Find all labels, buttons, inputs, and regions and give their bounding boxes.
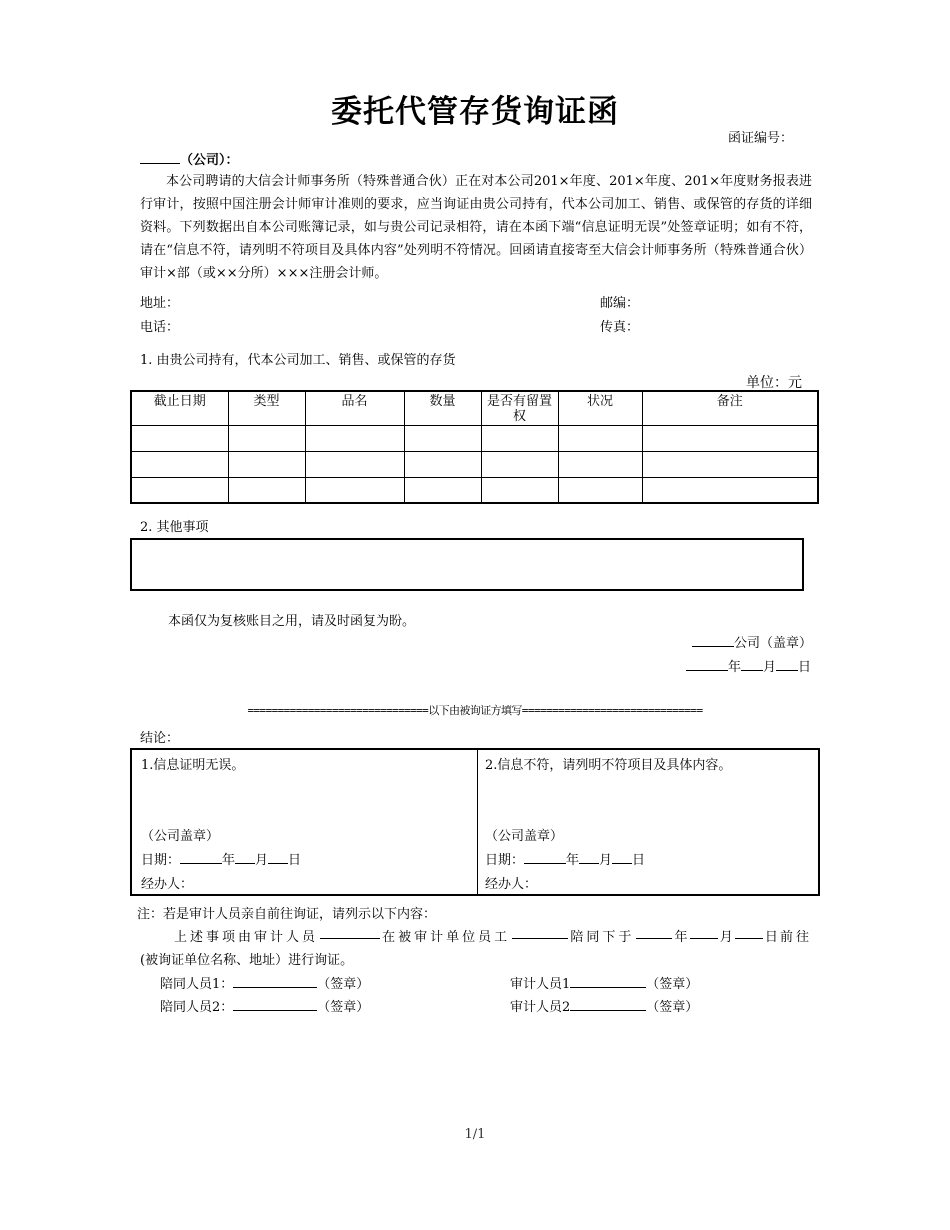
month-label: 月 xyxy=(763,660,777,675)
section1-heading: 1. 由贵公司持有，代本公司加工、销售、或保管的存货 xyxy=(140,353,456,368)
note-line2: (被询证单位名称、地址）进行询证。 xyxy=(140,953,354,968)
table-cell[interactable] xyxy=(228,477,305,503)
confirm-correct-title: 1.信息证明无误。 xyxy=(141,758,245,773)
visit-month-blank[interactable] xyxy=(690,926,718,939)
column-header: 数量 xyxy=(404,391,481,425)
day-blank[interactable] xyxy=(268,851,288,864)
table-cell[interactable] xyxy=(404,451,481,477)
respondent-divider: ==============================以下由被询证方填写============================== xyxy=(247,704,703,717)
month-label: 月 xyxy=(599,853,613,868)
companion1-label: 陪同人员1： xyxy=(160,977,234,992)
visit-day-blank[interactable] xyxy=(735,926,763,939)
table-cell[interactable] xyxy=(642,451,818,477)
letter-number-label: 函证编号： xyxy=(728,131,794,146)
left-seal-label: （公司盖章） xyxy=(141,829,220,844)
postcode-label: 邮编： xyxy=(600,296,640,311)
unit-label: 单位：元 xyxy=(746,375,802,391)
table-row xyxy=(131,451,818,477)
conclusion-box xyxy=(130,748,820,896)
right-handler-label: 经办人： xyxy=(485,877,538,892)
closing-text: 本函仅为复核账目之用，请及时函复为盼。 xyxy=(168,614,416,629)
month-blank[interactable] xyxy=(741,658,763,671)
column-header: 备注 xyxy=(642,391,818,425)
auditor2-line xyxy=(510,996,698,1015)
note-visit-line xyxy=(174,926,812,945)
day-label: 日 xyxy=(798,660,812,675)
addressee-suffix: （公司）： xyxy=(180,153,239,168)
day-label: 日 xyxy=(632,853,646,868)
table-cell[interactable] xyxy=(228,451,305,477)
sign-label: （签章） xyxy=(646,977,699,992)
note-part4: 前往 xyxy=(779,930,812,945)
phone-label: 电话： xyxy=(140,320,180,335)
table-row xyxy=(131,425,818,451)
year-label: 年 xyxy=(222,853,236,868)
sign-label: （签章） xyxy=(646,1000,699,1015)
column-header: 状况 xyxy=(558,391,642,425)
column-header: 类型 xyxy=(228,391,305,425)
left-date-line xyxy=(141,849,301,868)
auditor2-label: 审计人员2 xyxy=(510,1000,571,1015)
note-part2: 在被审计单位员工 xyxy=(382,930,511,945)
companion2-line xyxy=(160,996,369,1015)
sign-date-line xyxy=(686,656,811,675)
table-cell[interactable] xyxy=(131,425,228,451)
table-cell[interactable] xyxy=(228,425,305,451)
column-header: 品名 xyxy=(305,391,404,425)
table-cell[interactable] xyxy=(131,451,228,477)
note-part3: 陪同下于 xyxy=(570,930,635,945)
date-label: 日期： xyxy=(485,853,525,868)
intro-text: 本公司聘请的大信会计师事务所（特殊普通合伙）正在对本公司201×年度、201×年度、201×年度财务报表进行审计，按照中国注册会计师审计准则的要求，应当询证由贵公司持有，代本公司加工、销售、或保管的存货的详细资料。下列数据出自本公司账簿记录，如与贵公司记录相符，请在本函下端“信息证明无误”处签章证明；如有不符，请在“信息不符，请列明不符项目及具体内容”处列明不符情况。回函请直接寄至大信会计师事务所（特殊普通合伙）审计×部（或××分所）×××注册会计师。 xyxy=(140,174,812,281)
year-blank[interactable] xyxy=(686,658,728,671)
sign-company-label: 公司（盖章） xyxy=(734,636,813,651)
employee-name-blank[interactable] xyxy=(512,926,568,939)
year-label: 年 xyxy=(728,660,742,675)
month-label: 月 xyxy=(255,853,269,868)
year-label: 年 xyxy=(566,853,580,868)
column-header: 截止日期 xyxy=(131,391,228,425)
sign-label: （签章） xyxy=(317,977,370,992)
sign-label: （签章） xyxy=(317,1000,370,1015)
year-blank[interactable] xyxy=(524,851,566,864)
note-part1: 上述事项由审计人员 xyxy=(174,930,319,945)
inventory-table xyxy=(130,390,819,504)
note-intro: 注：若是审计人员亲自前往询证，请列示以下内容： xyxy=(137,907,437,922)
table-cell[interactable] xyxy=(404,477,481,503)
companion1-line xyxy=(160,973,369,992)
day-label: 日 xyxy=(764,930,778,945)
companion2-label: 陪同人员2： xyxy=(160,1000,234,1015)
table-cell[interactable] xyxy=(558,477,642,503)
table-row xyxy=(131,477,818,503)
table-cell[interactable] xyxy=(305,477,404,503)
document-title: 委托代管存货询证函 xyxy=(331,94,619,130)
left-handler-label: 经办人： xyxy=(141,877,194,892)
section2-heading: 2. 其他事项 xyxy=(140,520,209,535)
companion1-blank[interactable] xyxy=(233,975,317,988)
table-cell[interactable] xyxy=(642,425,818,451)
day-blank[interactable] xyxy=(776,658,798,671)
table-cell[interactable] xyxy=(305,451,404,477)
auditor-name-blank[interactable] xyxy=(320,926,380,939)
year-label: 年 xyxy=(674,930,688,945)
table-cell[interactable] xyxy=(481,425,558,451)
auditor2-blank[interactable] xyxy=(570,998,646,1011)
table-cell[interactable] xyxy=(642,477,818,503)
month-blank[interactable] xyxy=(235,851,255,864)
date-label: 日期： xyxy=(141,853,181,868)
table-cell[interactable] xyxy=(481,477,558,503)
other-matters-box[interactable] xyxy=(130,538,804,591)
month-label: 月 xyxy=(719,930,733,945)
company-name-blank[interactable] xyxy=(692,634,734,647)
table-cell[interactable] xyxy=(305,425,404,451)
auditor1-blank[interactable] xyxy=(570,975,646,988)
page-number: 1/1 xyxy=(464,1127,486,1142)
table-cell[interactable] xyxy=(481,451,558,477)
intro-paragraph xyxy=(140,170,812,285)
table-cell[interactable] xyxy=(131,477,228,503)
visit-year-blank[interactable] xyxy=(636,926,672,939)
month-blank[interactable] xyxy=(579,851,599,864)
fax-label: 传真： xyxy=(600,320,640,335)
table-cell[interactable] xyxy=(558,451,642,477)
table-cell[interactable] xyxy=(404,425,481,451)
right-date-line xyxy=(485,849,645,868)
addressee-line xyxy=(140,149,239,168)
confirm-correct-panel[interactable] xyxy=(132,750,478,894)
companion2-blank[interactable] xyxy=(233,998,317,1011)
year-blank[interactable] xyxy=(180,851,222,864)
conclusion-label: 结论： xyxy=(140,731,180,746)
table-cell[interactable] xyxy=(558,425,642,451)
auditor1-label: 审计人员1 xyxy=(510,977,571,992)
right-seal-label: （公司盖章） xyxy=(485,829,564,844)
address-label: 地址： xyxy=(140,296,180,311)
addressee-blank[interactable] xyxy=(140,151,180,164)
table-header-row xyxy=(131,391,818,425)
auditor1-line xyxy=(510,973,698,992)
day-label: 日 xyxy=(288,853,302,868)
day-blank[interactable] xyxy=(612,851,632,864)
column-header: 是否有留置权 xyxy=(481,391,558,425)
discrepancy-panel[interactable] xyxy=(477,750,818,894)
sign-company-line xyxy=(692,632,812,651)
discrepancy-title: 2.信息不符，请列明不符项目及具体内容。 xyxy=(485,758,732,773)
